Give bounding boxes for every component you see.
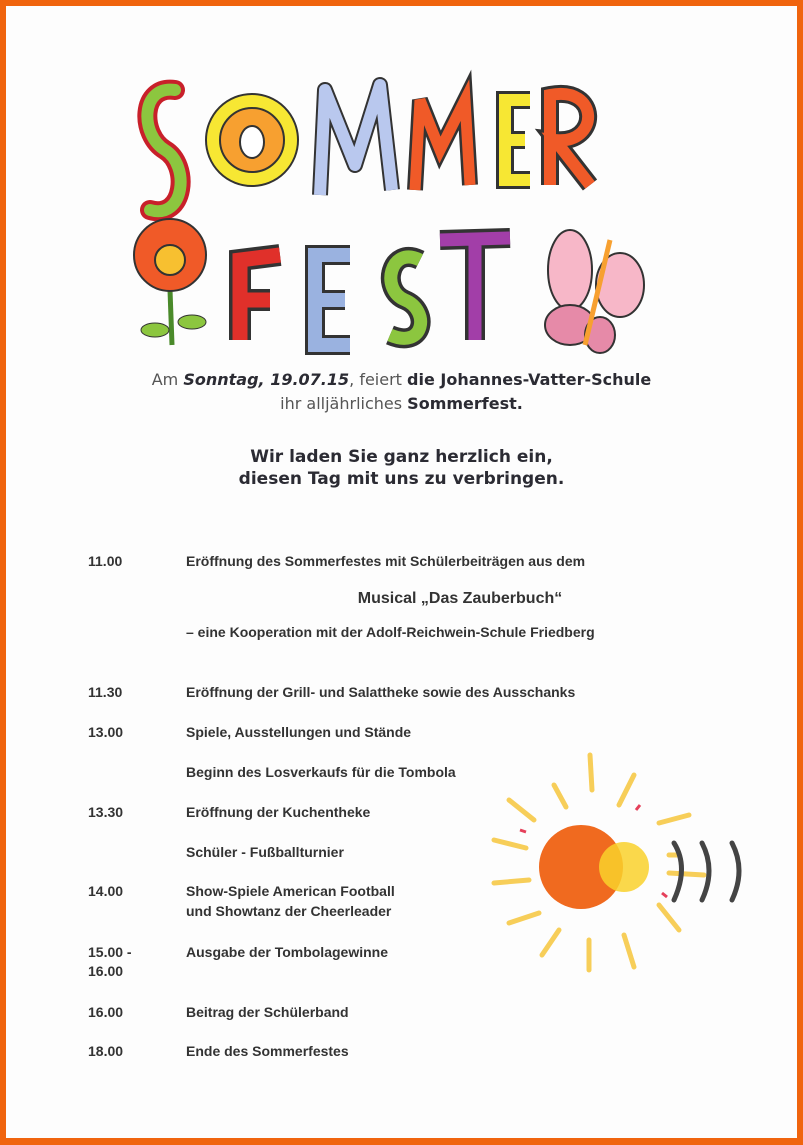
schedule-time: 16.00 — [88, 963, 124, 979]
schedule-desc: Schüler - Fußballturnier — [186, 844, 344, 860]
flower-icon — [134, 219, 206, 345]
invitation-text: Wir laden Sie ganz herzlich ein, diesen Tag mit uns zu verbringen. — [238, 447, 565, 489]
musical-title: Musical „Das Zauberbuch“ — [357, 590, 563, 607]
schedule-time: 13.30 — [88, 804, 124, 820]
schedule-desc: Beitrag der Schülerband — [186, 1004, 349, 1020]
schedule-time: 16.00 — [88, 1004, 124, 1020]
schedule-desc: und Showtanz der Cheerleader — [186, 903, 392, 919]
sun-illustration-icon — [484, 745, 774, 985]
schedule-time: 11.00 — [88, 553, 123, 569]
schedule-time: 15.00 - — [88, 944, 132, 960]
schedule-desc: – eine Kooperation mit der Adolf-Reichwein-Schule Friedberg — [186, 624, 595, 640]
school-name: die Johannes-Vatter-Schule — [407, 370, 652, 389]
butterfly-icon — [545, 230, 644, 353]
sommerfest-title-art — [130, 60, 670, 360]
intro-line-1: Am Sonntag, 19.07.15, feiert die Johannes-Vatter-Schule — [151, 370, 652, 389]
schedule-time: 14.00 — [88, 883, 124, 899]
schedule-desc: Eröffnung der Kuchentheke — [186, 804, 371, 820]
schedule-time: 13.00 — [88, 724, 124, 740]
schedule-desc: Beginn des Losverkaufs für die Tombola — [186, 764, 456, 780]
event-date: Sonntag, 19.07.15 — [183, 370, 350, 389]
schedule-desc: Ausgabe der Tombolagewinne — [186, 944, 388, 960]
schedule-desc: Ende des Sommerfestes — [186, 1043, 349, 1059]
schedule-time: 11.30 — [88, 684, 123, 700]
schedule-desc: Eröffnung des Sommerfestes mit Schülerbeiträgen aus dem — [186, 553, 586, 569]
sun-letter-icon — [206, 94, 298, 186]
schedule-time: 18.00 — [88, 1043, 124, 1059]
intro-line-2: ihr alljährliches Sommerfest. — [280, 394, 523, 413]
schedule-desc: Eröffnung der Grill- und Salattheke sowie des Ausschanks — [186, 684, 576, 700]
schedule-desc: Show-Spiele American Football — [186, 883, 395, 899]
schedule-desc: Spiele, Ausstellungen und Stände — [186, 724, 412, 740]
